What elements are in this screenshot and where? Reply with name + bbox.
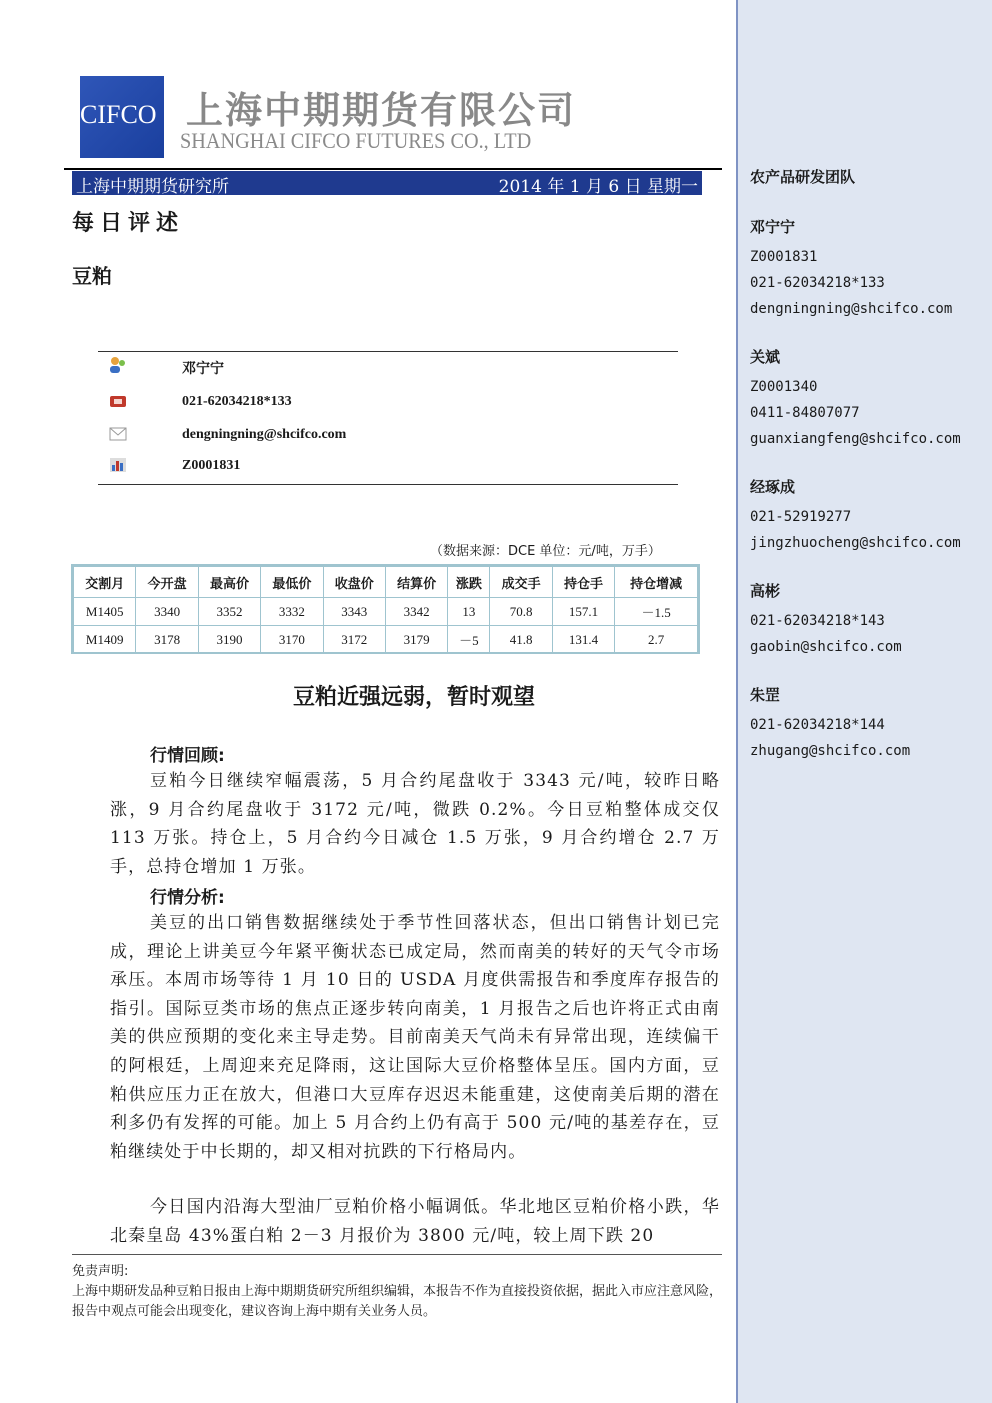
analyst-phone: 021-62034218*133	[750, 275, 885, 291]
report-date: 2014 年 1 月 6 日 星期一	[498, 177, 698, 197]
table-header-cell: 今开盘	[136, 567, 198, 598]
table-header-cell: 结算价	[385, 567, 447, 598]
data-source-note: （数据来源：DCE 单位：元/吨，万手）	[430, 544, 661, 559]
analyst-license: Z0001340	[750, 379, 818, 395]
company-name-cn: 上海中期期货有限公司	[186, 89, 576, 132]
table-cell: 3352	[198, 598, 260, 626]
table-header-cell: 成交手	[490, 567, 552, 598]
mail-icon	[108, 425, 128, 443]
paragraph-analysis: 美豆的出口销售数据继续处于季节性回落状态，但出口销售计划已完成，理论上讲美豆今年紧平衡状态已成定局，然而南美的转好的天气令市场承压。本周市场等待 1 月 10 日的 USDA 月度供需报告和季度库存报告的指引。国际豆类市场的焦点正逐步转向南美，1 月报告之后也许将正式由南美的供应预期的变化来主导走势。目前南美天气尚未有异常出现，连续偏干的阿根廷，上周迎来充足降雨，这让国际大豆价格整体呈压。国内方面，豆粕供应压力正在放大，但港口大豆库存迟迟未能重建，这使南美后期的潜在利多仍有发挥的可能。加上 5 月合约上仍有高于 500 元/吨的基差存在，豆粕继续处于中长期的，却又相对抗跌的下行格局内。	[110, 913, 720, 1162]
analyst-phone: 0411-84807077	[750, 405, 860, 421]
analyst-name: 朱罡	[750, 686, 781, 704]
table-row	[74, 598, 698, 626]
table-cell: 2.7	[615, 626, 698, 654]
phone-icon	[108, 392, 128, 410]
report-title: 每日评述	[72, 210, 185, 236]
table-cell: 3170	[261, 626, 323, 654]
analyst-email[interactable]: guanxiangfeng@shcifco.com	[750, 431, 961, 447]
analyst-phone: 021-62034218*144	[750, 717, 885, 733]
person-icon	[108, 356, 128, 374]
analyst-phone: 021-62034218*143	[750, 613, 885, 629]
table-cell: M1405	[74, 598, 136, 626]
institute-name: 上海中期期货研究所	[76, 177, 229, 197]
table-cell: 13	[448, 598, 490, 626]
article-headline: 豆粕近强远弱，暂时观望	[292, 685, 535, 710]
team-title: 农产品研发团队	[750, 168, 856, 186]
table-header-cell: 涨跌	[448, 567, 490, 598]
table-cell: 131.4	[552, 626, 614, 654]
table-header-cell: 交割月	[74, 567, 136, 598]
analyst-license: Z0001831	[750, 249, 818, 265]
disclaimer-title: 免责声明:	[72, 1264, 129, 1279]
disclaimer-text: 上海中期研发品种豆粕日报由上海中期期货研究所组织编辑，本报告不作为直接投资依据，据此入市应注意风险，报告中观点可能会出现变化，建议咨询上海中期有关业务人员。	[72, 1284, 723, 1319]
card-bottom-rule	[98, 484, 678, 485]
table-cell: 3172	[323, 626, 385, 654]
analyst-name: 高彬	[750, 582, 781, 600]
table-cell: 41.8	[490, 626, 552, 654]
analyst-card	[750, 580, 902, 660]
analyst-email[interactable]: zhugang@shcifco.com	[750, 743, 911, 759]
contact-phone: 021-62034218*133	[182, 394, 292, 409]
logo-text: CIFCO	[80, 100, 157, 129]
table-cell: 3332	[261, 598, 323, 626]
table-header-cell: 持仓增减	[615, 567, 698, 598]
analyst-name: 经琢成	[750, 478, 796, 496]
table-cell: 3343	[323, 598, 385, 626]
analyst-phone: 021-52919277	[750, 509, 852, 525]
table-cell: 3342	[385, 598, 447, 626]
table-header-cell: 最低价	[261, 567, 323, 598]
table-cell: －1.5	[615, 598, 698, 626]
table-cell: 157.1	[552, 598, 614, 626]
quote-table	[71, 564, 700, 654]
paragraph-spot-price: 今日国内沿海大型油厂豆粕价格小幅调低。华北地区豆粕价格小跌，华北秦皇岛 43%蛋白粕 2－3 月报价为 3800 元/吨，较上周下跌 20	[110, 1197, 720, 1246]
analyst-name: 邓宁宁	[750, 218, 796, 236]
table-cell: 70.8	[490, 598, 552, 626]
table-cell: －5	[448, 626, 490, 654]
section-heading-review: 行情回顾:	[150, 746, 225, 766]
table-header-cell: 收盘价	[323, 567, 385, 598]
table-header-cell: 最高价	[198, 567, 260, 598]
paragraph-review: 豆粕今日继续窄幅震荡，5 月合约尾盘收于 3343 元/吨，较昨日略涨，9 月合约尾盘收于 3172 元/吨，微跌 0.2%。今日豆粕整体成交仅 113 万张。持仓上，5 月合约今日减仓 1.5 万张，9 月合约增仓 2.7 万手，总持仓增加 1 万张。	[110, 771, 720, 877]
contact-email: dengningning@shcifco.com	[182, 427, 347, 442]
table-cell: M1409	[74, 626, 136, 654]
analyst-name: 关斌	[750, 348, 781, 366]
contact-license: Z0001831	[182, 458, 241, 473]
table-cell: 3340	[136, 598, 198, 626]
analyst-card	[750, 476, 961, 556]
analyst-sidebar	[736, 0, 992, 1403]
analyst-card	[750, 346, 961, 452]
table-cell: 3179	[385, 626, 447, 654]
analyst-card	[750, 216, 952, 322]
table-header-cell: 持仓手	[552, 567, 614, 598]
header-band	[72, 171, 702, 195]
chart-icon	[108, 456, 128, 474]
analyst-card	[750, 684, 910, 764]
analyst-email[interactable]: gaobin@shcifco.com	[750, 639, 902, 655]
table-row	[74, 626, 698, 654]
analyst-email[interactable]: dengningning@shcifco.com	[750, 301, 953, 317]
section-heading-analysis: 行情分析:	[150, 888, 225, 908]
table-cell: 3178	[136, 626, 198, 654]
footer-rule	[72, 1254, 722, 1255]
header-rule	[64, 168, 722, 170]
table-cell: 3190	[198, 626, 260, 654]
contact-name: 邓宁宁	[182, 362, 224, 377]
company-name-en: SHANGHAI CIFCO FUTURES CO., LTD	[180, 128, 532, 153]
commodity-title: 豆粕	[72, 264, 112, 288]
analyst-email[interactable]: jingzhuocheng@shcifco.com	[750, 535, 961, 551]
table-header-row	[74, 567, 698, 598]
disclaimer	[72, 1262, 722, 1322]
card-top-rule	[98, 351, 678, 352]
